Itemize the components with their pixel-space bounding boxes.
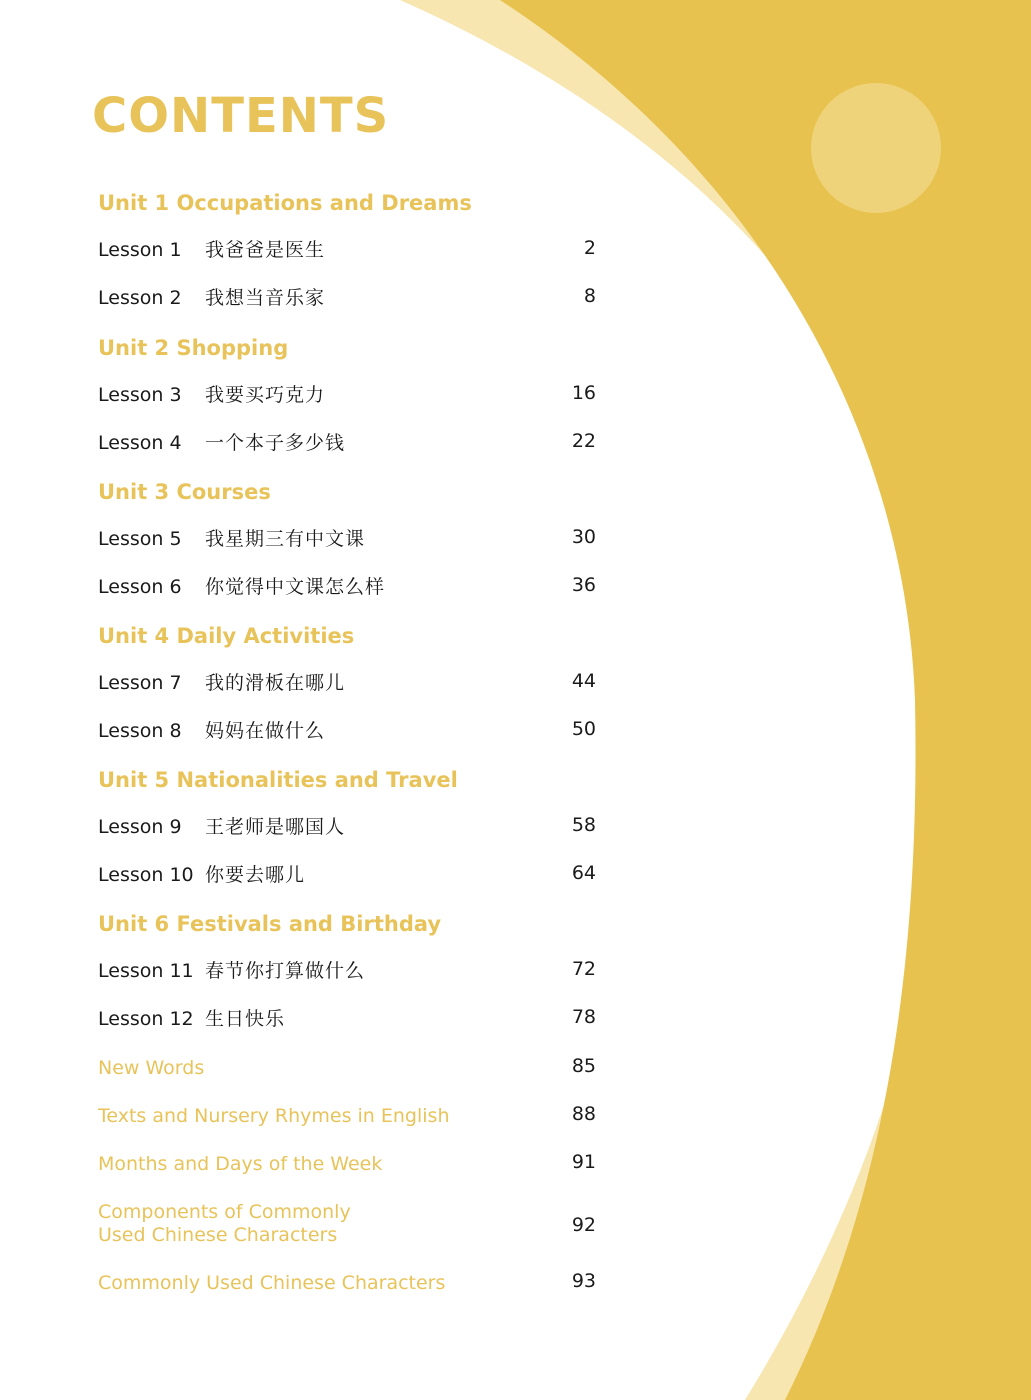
page-title: CONTENTS	[92, 88, 390, 144]
unit-heading[interactable]: Unit 5 Nationalities and Travel	[98, 768, 458, 792]
lesson-label[interactable]: Lesson 1	[98, 239, 182, 261]
appendix-entry-line: Commonly Used Chinese Characters	[98, 1272, 446, 1294]
lesson-label[interactable]: Lesson 2	[98, 287, 182, 309]
appendix-entry[interactable]	[98, 1153, 382, 1176]
page-number: 85	[571, 1055, 596, 1077]
unit-heading[interactable]: Unit 4 Daily Activities	[98, 624, 355, 648]
page-number: 50	[571, 718, 596, 740]
lesson-chinese-title[interactable]: 你要去哪儿	[205, 864, 306, 886]
appendix-entry-line: Components of Commonly	[98, 1201, 351, 1223]
lesson-chinese-title[interactable]: 我爸爸是医生	[205, 239, 326, 261]
page-number: 92	[571, 1214, 596, 1236]
appendix-entry[interactable]	[98, 1201, 351, 1247]
lesson-label[interactable]: Lesson 4	[98, 432, 182, 454]
page-number: 58	[571, 814, 596, 836]
lesson-chinese-title[interactable]: 我的滑板在哪儿	[205, 672, 346, 694]
lesson-label[interactable]: Lesson 10	[98, 864, 194, 886]
lesson-chinese-title[interactable]: 我要买巧克力	[205, 384, 326, 406]
lesson-chinese-title[interactable]: 我星期三有中文课	[205, 528, 366, 550]
appendix-entry[interactable]	[98, 1057, 204, 1080]
lesson-chinese-title[interactable]: 我想当音乐家	[205, 287, 326, 309]
page-number: 72	[571, 958, 596, 980]
lesson-label[interactable]: Lesson 5	[98, 528, 182, 550]
page-number: 30	[571, 526, 596, 548]
appendix-entry[interactable]	[98, 1272, 445, 1295]
lesson-label[interactable]: Lesson 12	[98, 1008, 194, 1030]
lesson-label[interactable]: Lesson 3	[98, 384, 182, 406]
lesson-label[interactable]: Lesson 6	[98, 576, 182, 598]
appendix-entry-line: Used Chinese Characters	[98, 1223, 338, 1246]
lesson-label[interactable]: Lesson 9	[98, 816, 182, 838]
unit-heading[interactable]: Unit 6 Festivals and Birthday	[98, 912, 442, 936]
page-number: 93	[571, 1270, 596, 1292]
lesson-chinese-title[interactable]: 妈妈在做什么	[205, 720, 326, 742]
appendix-entry-line: New Words	[98, 1057, 205, 1079]
lesson-chinese-title[interactable]: 生日快乐	[205, 1008, 286, 1030]
page-number: 64	[571, 862, 596, 884]
appendix-entry-line: Months and Days of the Week	[98, 1153, 383, 1175]
page-number: 16	[571, 382, 596, 404]
lesson-chinese-title[interactable]: 你觉得中文课怎么样	[205, 576, 386, 598]
page-number: 22	[571, 430, 596, 452]
lesson-label[interactable]: Lesson 11	[98, 960, 194, 982]
appendix-entry[interactable]	[98, 1105, 450, 1128]
unit-heading[interactable]: Unit 3 Courses	[98, 480, 271, 504]
page-number: 2	[583, 237, 596, 259]
page-number: 91	[571, 1151, 596, 1173]
page-number: 36	[571, 574, 596, 596]
lesson-chinese-title[interactable]: 王老师是哪国人	[205, 816, 346, 838]
lesson-label[interactable]: Lesson 7	[98, 672, 182, 694]
unit-heading[interactable]: Unit 2 Shopping	[98, 336, 289, 360]
unit-heading[interactable]: Unit 1 Occupations and Dreams	[98, 191, 472, 215]
lesson-label[interactable]: Lesson 8	[98, 720, 182, 742]
lesson-chinese-title[interactable]: 一个本子多少钱	[205, 432, 346, 454]
page-number: 78	[571, 1006, 596, 1028]
page-number: 8	[583, 285, 596, 307]
page-number: 44	[571, 670, 596, 692]
page-number: 88	[571, 1103, 596, 1125]
appendix-entry-line: Texts and Nursery Rhymes in English	[98, 1105, 450, 1127]
lesson-chinese-title[interactable]: 春节你打算做什么	[205, 960, 366, 982]
